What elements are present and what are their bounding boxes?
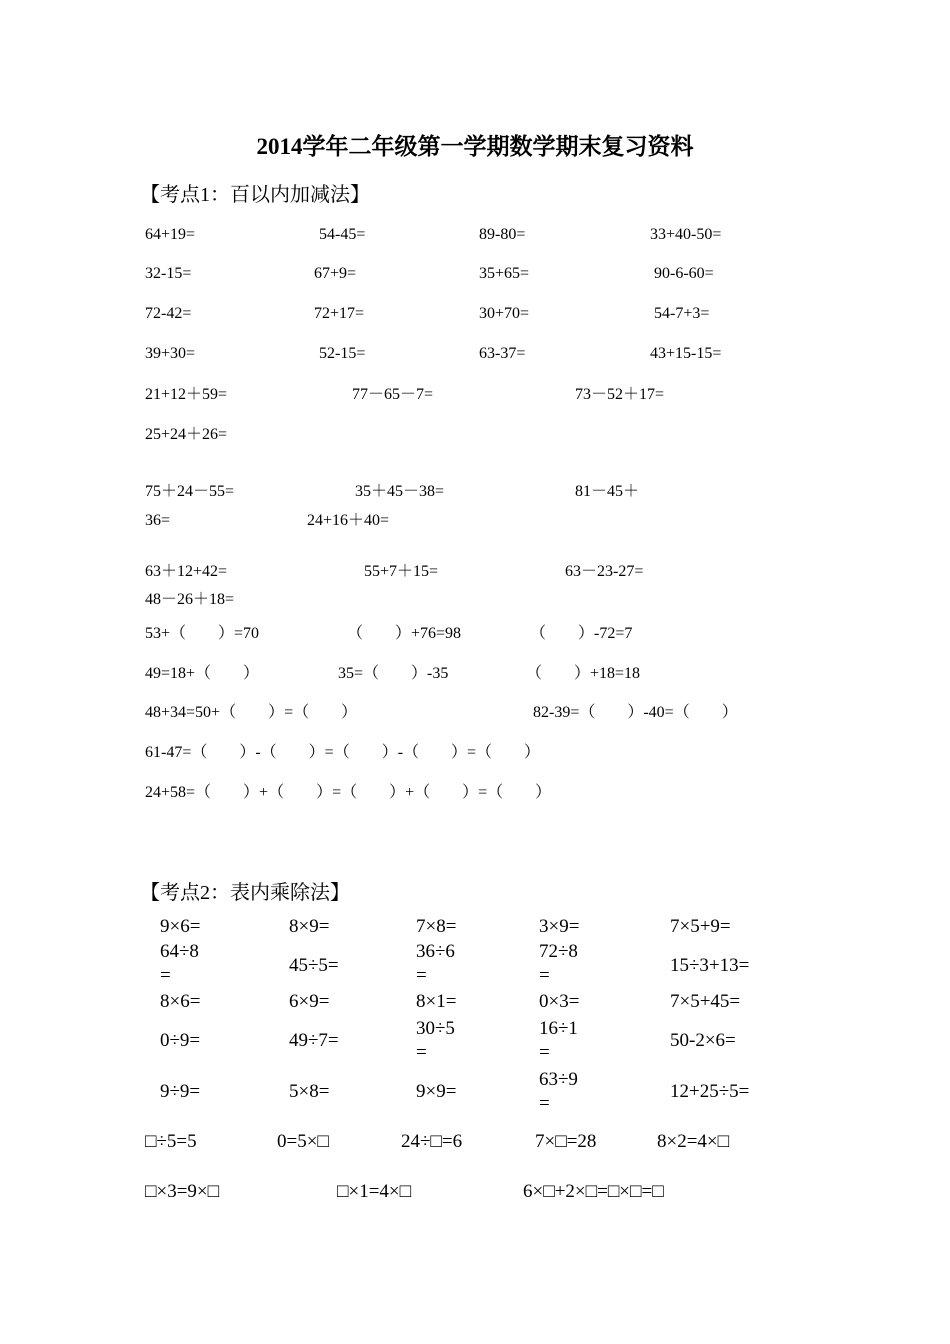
exercise-item: 90-6-60=	[654, 265, 714, 282]
exercise-item: 45÷5=	[289, 955, 339, 976]
exercise-item: 33+40-50=	[650, 226, 722, 243]
exercise-item: 5×8=	[289, 1081, 330, 1102]
exercise-item: 64÷8 =	[160, 941, 199, 986]
exercise-item: 77－65－7=	[352, 386, 434, 403]
exercise-item: 8×6=	[160, 991, 201, 1012]
exercise-item: 43+15-15=	[650, 345, 722, 362]
exercise-item: 6×9=	[289, 991, 330, 1012]
exercise-item: 35=（ ）-35	[338, 665, 449, 682]
exercise-item: 89-80=	[479, 226, 526, 243]
exercise-item: □×1=4×□	[337, 1181, 412, 1202]
exercise-item: 7×□=28	[535, 1131, 597, 1152]
section2-heading: 【考点2：表内乘除法】	[140, 882, 350, 904]
exercise-item: 55+7＋15=	[364, 563, 439, 580]
exercise-item: □×3=9×□	[145, 1181, 220, 1202]
exercise-item: 3×9=	[539, 916, 580, 937]
exercise-item: 8×2=4×□	[657, 1131, 730, 1152]
exercise-item: 53+（ ）=70	[145, 625, 260, 642]
exercise-item: 7×5+9=	[670, 916, 731, 937]
exercise-item: 63－23-27=	[565, 563, 644, 580]
exercise-item: 39+30=	[145, 345, 196, 362]
exercise-item: 0×3=	[539, 991, 580, 1012]
exercise-item: （ ）-72=7	[530, 625, 633, 642]
document-title: 2014学年二年级第一学期数学期末复习资料	[256, 134, 694, 159]
exercise-item: 24+16＋40=	[307, 512, 390, 529]
exercise-item: 75＋24－55=	[145, 483, 235, 500]
exercise-item: 30÷5 =	[416, 1018, 455, 1063]
exercise-item: 30+70=	[479, 305, 530, 322]
exercise-item: 25+24＋26=	[145, 426, 228, 443]
exercise-item: 72+17=	[314, 305, 365, 322]
exercise-item: 61-47=（ ）-（ ）=（ ）-（ ）=（ ）	[145, 744, 541, 761]
exercise-item: 72-42=	[145, 305, 192, 322]
exercise-item: 36÷6 =	[416, 941, 455, 986]
exercise-item: 63÷9 =	[539, 1069, 578, 1114]
exercise-item: 73－52＋17=	[575, 386, 665, 403]
exercise-item: 81－45＋	[575, 483, 640, 500]
exercise-item: 48+34=50+（ ）=（ ）	[145, 704, 358, 721]
exercise-item: 24+58=（ ）+（ ）=（ ）+（ ）=（ ）	[145, 784, 552, 801]
exercise-item: 36=	[145, 512, 171, 529]
exercise-item: 35+65=	[479, 265, 530, 282]
exercise-item: 52-15=	[319, 345, 366, 362]
exercise-item: 49÷7=	[289, 1030, 339, 1051]
exercise-item: 7×5+45=	[670, 991, 741, 1012]
exercise-item: 15÷3+13=	[670, 955, 750, 976]
exercise-item: （ ）+18=18	[526, 665, 641, 682]
exercise-item: 8×1=	[416, 991, 457, 1012]
section1-heading: 【考点1：百以内加减法】	[140, 184, 370, 206]
exercise-item: 35＋45－38=	[355, 483, 445, 500]
exercise-item: 0=5×□	[277, 1131, 329, 1152]
exercise-item: 82-39=（ ）-40=（ ）	[533, 704, 738, 721]
exercise-item: 64+19=	[145, 226, 196, 243]
exercise-item: 24÷□=6	[401, 1131, 463, 1152]
exercise-item: □÷5=5	[145, 1131, 197, 1152]
exercise-item: 49=18+（ ）	[145, 665, 260, 682]
exercise-item: 72÷8 =	[539, 941, 578, 986]
exercise-item: 6×□+2×□=□×□=□	[523, 1181, 664, 1202]
exercise-item: 54-45=	[319, 226, 366, 243]
exercise-item: 21+12＋59=	[145, 386, 228, 403]
exercise-item: 9×9=	[416, 1081, 457, 1102]
exercise-item: 63-37=	[479, 345, 526, 362]
exercise-item: 9÷9=	[160, 1081, 201, 1102]
exercise-item: 9×6=	[160, 916, 201, 937]
exercise-item: （ ）+76=98	[347, 625, 462, 642]
exercise-item: 7×8=	[416, 916, 457, 937]
exercise-item: 32-15=	[145, 265, 192, 282]
exercise-item: 12+25÷5=	[670, 1081, 750, 1102]
exercise-item: 0÷9=	[160, 1030, 201, 1051]
exercise-item: 16÷1 =	[539, 1018, 578, 1063]
exercise-item: 50-2×6=	[670, 1030, 736, 1051]
exercise-item: 67+9=	[314, 265, 357, 282]
exercise-item: 54-7+3=	[654, 305, 710, 322]
exercise-item: 63＋12+42=	[145, 563, 228, 580]
exercise-item: 48－26＋18=	[145, 591, 235, 608]
exercise-item: 8×9=	[289, 916, 330, 937]
